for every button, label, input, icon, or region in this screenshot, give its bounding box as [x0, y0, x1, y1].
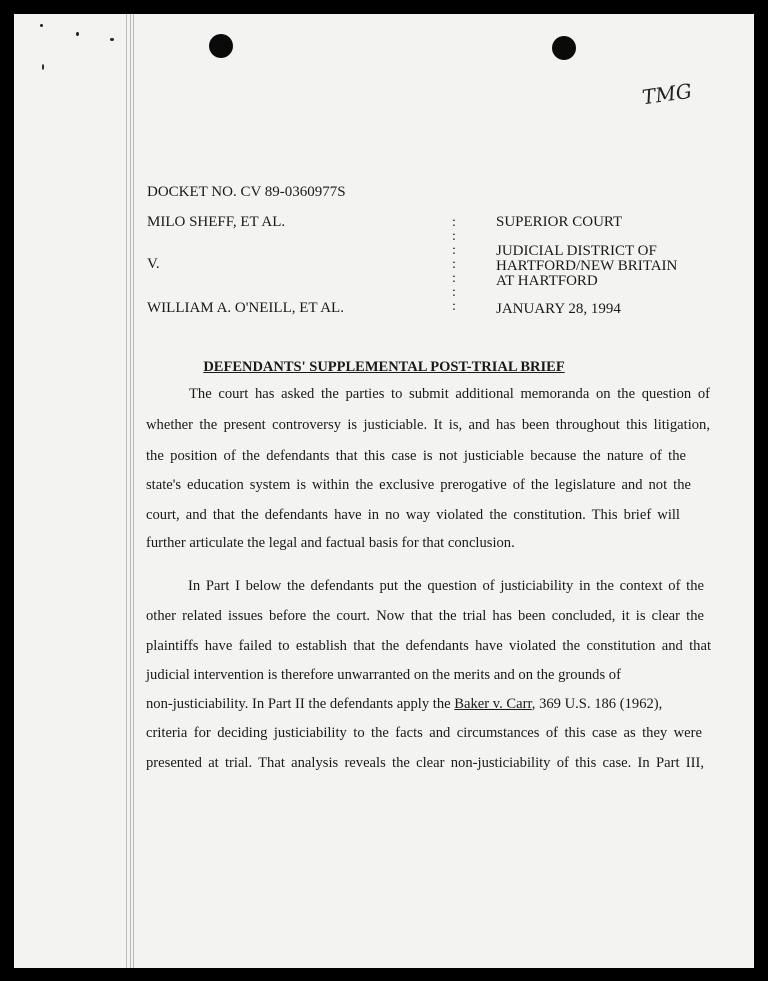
paragraph-1-line-3: the position of the defendants that this case is not justiciable because the nature of the: [146, 448, 686, 464]
paragraph-1-line-1: The court has asked the parties to submit additional memoranda on the question of: [189, 386, 710, 402]
scan-speck: [42, 64, 44, 70]
docket-number: DOCKET NO. CV 89-0360977S: [147, 184, 346, 200]
handwritten-initials: TMG: [640, 78, 694, 110]
district-line-2: HARTFORD/NEW BRITAIN: [496, 258, 678, 274]
scan-speck: [76, 32, 79, 36]
margin-rule-3: [133, 14, 134, 968]
scan-speck: [110, 38, 114, 41]
defendant-name: WILLIAM A. O'NEILL, ET AL.: [147, 300, 344, 316]
caption-colon: :: [452, 285, 456, 300]
paragraph-1-line-5: court, and that the defendants have in no way violated the constitution. This brief will: [146, 507, 680, 523]
district-line-1: JUDICIAL DISTRICT OF: [496, 243, 657, 259]
case-citation-baker-v-carr: Baker v. Carr: [454, 696, 532, 712]
brief-title: DEFENDANTS' SUPPLEMENTAL POST-TRIAL BRIEF: [203, 359, 565, 375]
punch-hole-left: [209, 34, 233, 58]
caption-colon: :: [452, 299, 456, 314]
paragraph-1-line-4: state's education system is within the exclusive prerogative of the legislature and not the: [146, 477, 691, 493]
paragraph-2-line-1: In Part I below the defendants put the question of justiciability in the context of the: [188, 578, 704, 594]
caption-colon: :: [452, 271, 456, 286]
paragraph-2-line-6: criteria for deciding justiciability to the facts and circumstances of this case as they were: [146, 725, 702, 741]
caption-colon: :: [452, 257, 456, 272]
punch-hole-right: [552, 36, 576, 60]
caption-colon: :: [452, 243, 456, 258]
district-line-3: AT HARTFORD: [496, 273, 598, 289]
caption-colon: :: [452, 215, 456, 230]
scan-speck: [40, 24, 43, 27]
margin-rule-1: [126, 14, 127, 968]
paragraph-2-line-5: [146, 696, 710, 713]
paragraph-2-line-5-end: , 369 U.S. 186 (1962),: [531, 696, 663, 712]
filing-date: JANUARY 28, 1994: [496, 301, 621, 317]
margin-rule-2: [130, 14, 131, 968]
paragraph-2-line-7: presented at trial. That analysis reveals the clear non-justiciability of this case. In Part III,: [146, 755, 704, 771]
versus-label: V.: [147, 256, 160, 272]
document-page: [14, 14, 754, 968]
court-name: SUPERIOR COURT: [496, 214, 623, 230]
paragraph-1-line-6: further articulate the legal and factual basis for that conclusion.: [146, 535, 515, 551]
paragraph-2-line-2: other related issues before the court. Now that the trial has been concluded, it is clear the: [146, 608, 704, 624]
paragraph-1-line-2: whether the present controversy is justiciable. It is, and has been throughout this litigation,: [146, 417, 710, 433]
plaintiff-name: MILO SHEFF, ET AL.: [147, 214, 286, 230]
paragraph-2-line-4: judicial intervention is therefore unwarranted on the merits and on the grounds of: [146, 667, 621, 683]
caption-colon: :: [452, 229, 456, 244]
paragraph-2-line-5-start: non-justiciability. In Part II the defendants apply the: [146, 696, 455, 712]
paragraph-2-line-3: plaintiffs have failed to establish that the defendants have violated the constitution and that: [146, 638, 711, 654]
